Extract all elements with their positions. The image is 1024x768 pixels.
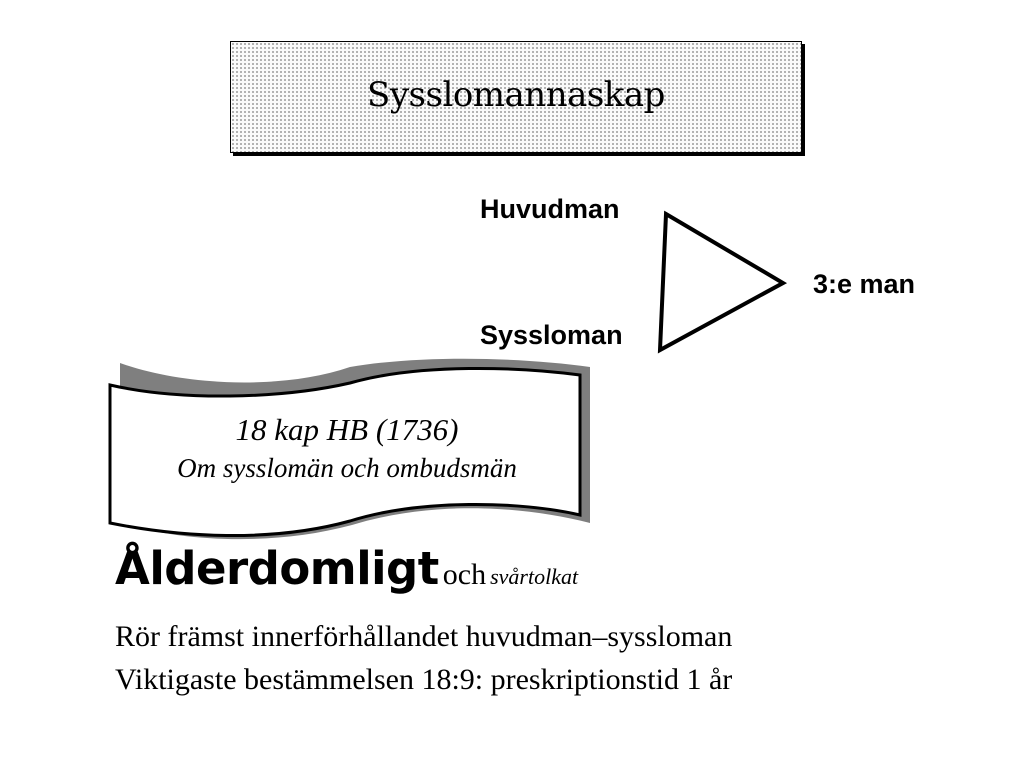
body-line-1: Rör främst innerförhållandet huvudman–syssloman xyxy=(115,620,733,653)
heading-line xyxy=(115,542,578,595)
triangle-shape xyxy=(660,214,783,350)
label-huvudman: Huvudman xyxy=(480,194,620,224)
label-third-man: 3:e man xyxy=(813,269,916,299)
heading-och: och xyxy=(442,558,487,591)
label-syssloman: Syssloman xyxy=(480,320,623,350)
banner-line-1: 18 kap HB (1736) xyxy=(235,412,459,447)
banner-text xyxy=(112,410,582,486)
banner-line-2: Om sysslomän och ombudsmän xyxy=(177,453,517,483)
heading-svartolkat: svårtolkat xyxy=(490,564,579,589)
body-line-2: Viktigaste bestämmelsen 18:9: preskriptionstid 1 år xyxy=(115,663,733,696)
heading-main: Ålderdomligt xyxy=(115,542,439,595)
slide-title: Sysslomannaskap xyxy=(367,75,665,115)
